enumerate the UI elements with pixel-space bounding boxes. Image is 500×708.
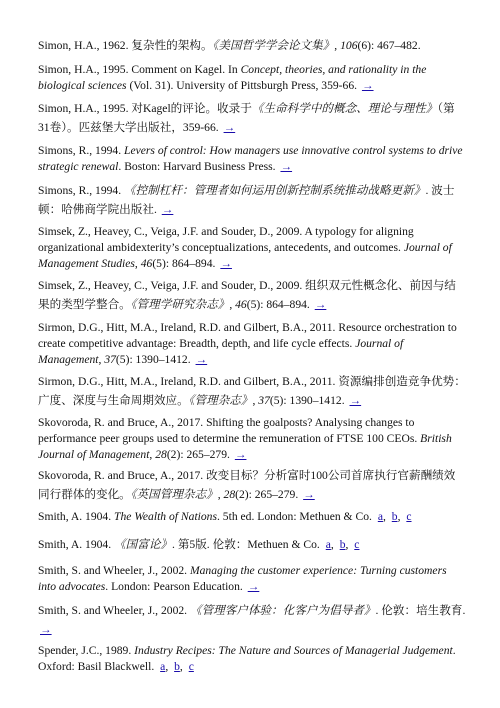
ref-punct: , [98, 353, 105, 366]
ref-source-title: Journal of Management Studies [38, 241, 452, 270]
ref-link-arrow[interactable]: → [195, 353, 208, 366]
reference-entry: Smith, A. 1904. 《国富论》. 第5版. 伦敦：Methuen & Co. a, b, c [38, 538, 360, 551]
ref-authors-title: Simon, H.A., 1962. 复杂性的架构。 [38, 39, 213, 52]
ref-punct: , [134, 257, 141, 270]
ref-authors-title: Smith, S. and Wheeler, J., 2002. [38, 564, 190, 577]
ref-authors-title: Spender, J.C., 1989. [38, 644, 135, 657]
ref-authors-title: Simon, H.A., 1995. Comment on Kagel. In [38, 63, 241, 76]
ref-link-arrow[interactable]: → [314, 298, 327, 311]
ref-punct: , [217, 488, 224, 501]
ref-publisher: (Vol. 31). University of Pittsburgh Press, 359-66. [126, 79, 358, 92]
ref-pages: (2): 265–279. [166, 448, 230, 461]
ref-volume: 106 [340, 39, 358, 52]
ref-link-arrow[interactable]: → [349, 394, 362, 407]
ref-authors-title: Simsek, Z., Heavey, C., Veiga, J.F. and Souder, D., 2009. 组织双元性概念化、前因与结果的类型学整合。 [38, 279, 456, 311]
ref-source-title: Managing the customer experience: Turning customers into advocates [38, 564, 447, 593]
ref-link-arrow[interactable]: → [361, 79, 374, 92]
ref-authors-title: Sirmon, D.G., Hitt, M.A., Ireland, R.D. and Gilbert, B.A., 2011. 资源编排创造竞争优势：广度、深度与生命周期效应。 [38, 375, 466, 407]
ref-link-arrow[interactable]: → [40, 623, 52, 636]
ref-authors-title: Simons, R., 1994. [38, 144, 125, 157]
ref-source-title: 《生命科学中的概念、理论与理性》 [251, 102, 438, 115]
ref-volume: 46 [235, 298, 247, 311]
reference-entry [38, 143, 466, 175]
ref-source-title: 《英国管理杂志》 [130, 488, 218, 501]
reference-entry [38, 224, 466, 272]
ref-publisher: . 波士顿：哈佛商学院出版社. [38, 184, 455, 216]
ref-source-title: Journal of Management [38, 337, 404, 366]
ref-link-arrow[interactable]: → [223, 121, 236, 134]
ref-pages: (5): 1390–1412. [115, 353, 191, 366]
ref-source-title: Industry Recipes: The Nature and Sources of Managerial Judgement [134, 644, 453, 657]
ref-source-title: 《美国哲学学会论文集》 [212, 39, 335, 52]
ref-pages: (6): 467–482. [357, 39, 421, 52]
reference-entry [38, 372, 466, 410]
ref-volume: 37 [104, 353, 116, 366]
ref-link-c[interactable]: c [354, 538, 360, 551]
reference-entry [38, 276, 466, 314]
ref-authors-title: Skovoroda, R. and Bruce, A., 2017. 改变目标？分析富时100公司首席执行官薪酬绩效同行群体的变化。 [38, 469, 456, 501]
ref-punct: , [334, 39, 341, 52]
ref-link-b[interactable]: b [339, 538, 346, 551]
ref-pages: (5): 1390–1412. [269, 394, 345, 407]
ref-publisher: . Oxford: Basil Blackwell. [38, 644, 456, 673]
ref-link-c[interactable]: c [188, 660, 194, 673]
ref-pages: (5): 864–894. [246, 298, 310, 311]
ref-link-b[interactable]: b [174, 660, 180, 673]
ref-source-title: 《国富论》 [114, 538, 173, 551]
ref-punct: , [149, 448, 156, 461]
reference-entry [38, 181, 466, 219]
reference-entry: Smith, A. 1904. The Wealth of Nations. 5th ed. London: Methuen & Co. a, b, c [38, 510, 412, 523]
ref-punct: , [252, 394, 259, 407]
ref-source-title: British Journal of Management [38, 432, 452, 461]
reference-entry [38, 62, 466, 94]
ref-link-b[interactable]: b [391, 510, 398, 523]
ref-authors-title: Smith, S. and Wheeler, J., 2002. [38, 604, 190, 617]
ref-source-title: 《管理学研究杂志》 [130, 298, 230, 311]
ref-volume: 46 [140, 257, 153, 270]
ref-source-title: 《控制杠杆：管理者如何运用创新控制系统推动战略更新》 [124, 184, 426, 197]
ref-publisher: . 5th ed. London: Methuen & Co. [217, 510, 372, 523]
ref-link-arrow[interactable]: → [303, 488, 315, 501]
ref-authors-title: Simons, R., 1994. [38, 184, 125, 197]
ref-link-a[interactable]: a [160, 660, 166, 673]
reference-entry: Spender, J.C., 1989. Industry Recipes: The Nature and Sources of Managerial Judgement. Oxford: Basil Blackwell. a, b, c [38, 644, 456, 673]
ref-pages: (2): 265–279. [235, 488, 299, 501]
ref-publisher: . Boston: Harvard Business Press. [118, 160, 276, 173]
reference-entry [38, 36, 466, 55]
ref-authors-title: Skovoroda, R. and Bruce, A., 2017. Shifting the goalposts? Analysing changes to performance peer groups used to determine the remuneration of FTSE 100 CEOs. [38, 416, 421, 445]
ref-source-title: Concept, theories, and rationality in the biological sciences [38, 63, 427, 92]
ref-link-arrow[interactable]: → [280, 160, 293, 173]
ref-source-title: The Wealth of Nations [114, 510, 217, 523]
ref-volume: 28 [223, 488, 236, 501]
ref-authors-title: Smith, A. 1904. [38, 510, 115, 523]
ref-pages: (5): 864–894. [152, 257, 216, 270]
reference-entry [38, 415, 466, 463]
ref-publisher: . 伦敦：培生教育. [375, 604, 466, 617]
ref-volume: 28 [155, 448, 167, 461]
reference-entry [38, 320, 466, 368]
ref-source-title: 《管理杂志》 [188, 394, 253, 407]
ref-punct: , [229, 298, 236, 311]
reference-entry [38, 601, 466, 639]
reference-entry [38, 563, 466, 595]
ref-link-arrow[interactable]: → [247, 580, 260, 593]
ref-publisher: . 第5版. 伦敦：Methuen & Co. [172, 538, 320, 551]
ref-link-arrow[interactable]: → [220, 257, 232, 270]
ref-publisher: . London: Pearson Education. [105, 580, 243, 593]
ref-link-c[interactable]: c [406, 510, 412, 523]
ref-link-arrow[interactable]: → [161, 203, 174, 216]
ref-authors-title: Simon, H.A., 1995. 对Kagel的评论。收录于 [38, 102, 252, 115]
ref-authors-title: Smith, A. 1904. [38, 538, 115, 551]
ref-source-title: 《管理客户体验：化客户为倡导者》 [189, 604, 376, 617]
ref-link-a[interactable]: a [377, 510, 383, 523]
ref-volume: 37 [258, 394, 270, 407]
ref-publisher: （第31卷）。匹兹堡大学出版社，359-66. [38, 102, 455, 134]
reference-entry [38, 99, 466, 137]
ref-source-title: Levers of control: How managers use innovative control systems to drive strategic renewal [38, 144, 463, 173]
ref-link-arrow[interactable]: → [234, 448, 247, 461]
ref-authors-title: Sirmon, D.G., Hitt, M.A., Ireland, R.D. and Gilbert, B.A., 2011. Resource orchestration to create competitive advantage: Breadth, depth, and life cycle effects. [38, 321, 457, 350]
reference-entry [38, 466, 466, 504]
ref-link-a[interactable]: a [325, 538, 331, 551]
ref-authors-title: Simsek, Z., Heavey, C., Veiga, J.F. and Souder, D., 2009. A typology for aligning organizational ambidexterity’s conceptualizations, antecedents, and outcomes. [38, 225, 414, 254]
